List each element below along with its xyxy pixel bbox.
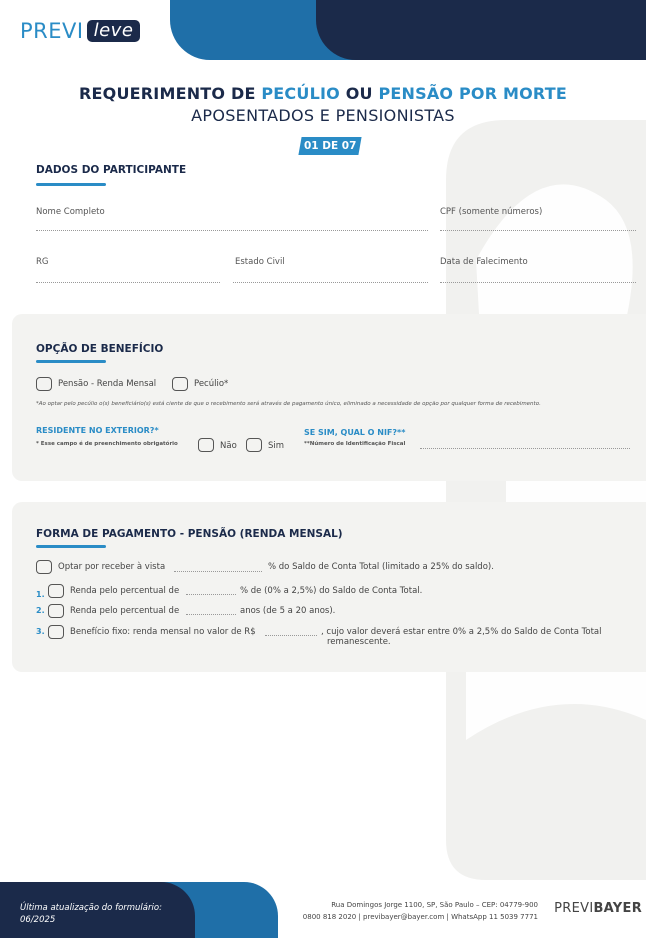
label-estado-civil: Estado Civil: [235, 257, 285, 267]
nif-note: **Número de Identificação Fiscal: [304, 441, 406, 447]
beneficio-fixo-suffix: , cujo valor deverá estar entre 0% a 2,5% do Saldo de Conta Total: [321, 627, 602, 637]
title-part-2: OU: [339, 84, 379, 103]
renda-anos-label: Renda pelo percentual de: [70, 606, 180, 616]
header-band-navy: [316, 0, 646, 60]
residente-note: * Esse campo é de preenchimento obrigatório: [36, 441, 178, 447]
item-number: 2.: [36, 606, 45, 615]
footer-update-date: 06/2025: [20, 915, 56, 925]
page-title: [0, 84, 646, 103]
beneficio-fixo-field[interactable]: [265, 635, 317, 636]
section-title-pagamento: FORMA DE PAGAMENTO - PENSÃO (RENDA MENSAL): [36, 528, 343, 540]
leve-watermark-icon: [446, 120, 646, 880]
footer-update-label: Última atualização do formulário:: [20, 903, 162, 913]
previleve-logo: [20, 18, 140, 44]
nif-title: SE SIM, QUAL O NIF?**: [304, 428, 406, 437]
previbayer-logo: [554, 901, 642, 916]
section-title-beneficio: OPÇÃO DE BENEFÍCIO: [36, 343, 164, 355]
footer-contacts-line: 0800 818 2020 | previbayer@bayer.com | WhatsApp 11 5039 7771: [302, 913, 538, 921]
brand-previ: PREVI: [554, 901, 594, 916]
renda-anos-field[interactable]: [186, 614, 236, 615]
sim-label: Sim: [268, 441, 285, 451]
footer-update: [20, 902, 162, 926]
nao-label: Não: [220, 441, 237, 451]
vista-suffix: % do Saldo de Conta Total (limitado a 25% do saldo).: [268, 562, 494, 572]
brand-bayer: BAYER: [593, 901, 642, 916]
section-underline: [36, 183, 106, 186]
title-highlight-peculio: PECÚLIO: [261, 84, 340, 103]
vista-label: Optar por receber à vista: [58, 562, 166, 572]
sim-checkbox[interactable]: [246, 438, 262, 452]
residente-title: RESIDENTE NO EXTERIOR?*: [36, 426, 159, 435]
label-cpf: CPF (somente números): [440, 207, 543, 217]
cpf-field[interactable]: [440, 230, 636, 231]
footer-address-line: Rua Domingos Jorge 1100, SP, São Paulo – CEP: 04779-900: [331, 901, 538, 909]
rg-field[interactable]: [36, 282, 220, 283]
peculio-checkbox[interactable]: [172, 377, 188, 391]
section-underline: [36, 360, 106, 363]
item-number: 3.: [36, 627, 45, 636]
falecimento-field[interactable]: [440, 282, 636, 283]
vista-percent-field[interactable]: [174, 571, 262, 572]
pensao-checkbox[interactable]: [36, 377, 52, 391]
label-falecimento: Data de Falecimento: [440, 257, 528, 267]
renda-percentual-label: Renda pelo percentual de: [70, 586, 180, 596]
logo-previ-text: PREVI: [20, 19, 84, 43]
section-title-participante: DADOS DO PARTICIPANTE: [36, 164, 187, 176]
beneficio-fixo-suffix-2: remanescente.: [327, 637, 391, 647]
nao-checkbox[interactable]: [198, 438, 214, 452]
renda-anos-checkbox[interactable]: [48, 604, 64, 618]
page-subtitle: APOSENTADOS E PENSIONISTAS: [191, 106, 455, 125]
label-rg: RG: [36, 257, 49, 267]
peculio-note: *Ao optar pelo pecúlio o(s) beneficiário(s) está ciente de que o recebimento será através de pagamento único, eliminado a necessidade de opção por qualquer forma de recebimento.: [36, 401, 541, 407]
footer-address: [303, 899, 538, 923]
title-highlight-pensao: PENSÃO POR MORTE: [378, 84, 567, 103]
nif-field[interactable]: [420, 448, 630, 449]
renda-anos-suffix: anos (de 5 a 20 anos).: [240, 606, 336, 616]
beneficio-fixo-checkbox[interactable]: [48, 625, 64, 639]
logo-leve-text: leve: [87, 20, 141, 42]
section-underline: [36, 545, 106, 548]
beneficio-fixo-label: Benefício fixo: renda mensal no valor de R$: [70, 627, 256, 637]
label-nome: Nome Completo: [36, 207, 105, 217]
beneficio-panel: [12, 314, 646, 481]
vista-checkbox[interactable]: [36, 560, 52, 574]
renda-percentual-field[interactable]: [186, 594, 236, 595]
item-number: 1.: [36, 590, 45, 599]
pensao-label: Pensão - Renda Mensal: [58, 379, 157, 389]
peculio-label: Pecúlio*: [194, 379, 229, 389]
nome-field[interactable]: [36, 230, 428, 231]
page-badge: [298, 137, 361, 155]
page-badge-text: 01 DE 07: [303, 140, 357, 152]
estado-civil-field[interactable]: [233, 282, 428, 283]
title-part-1: REQUERIMENTO DE: [79, 84, 262, 103]
renda-percentual-checkbox[interactable]: [48, 584, 64, 598]
renda-percentual-suffix: % de (0% a 2,5%) do Saldo de Conta Total.: [240, 586, 423, 596]
